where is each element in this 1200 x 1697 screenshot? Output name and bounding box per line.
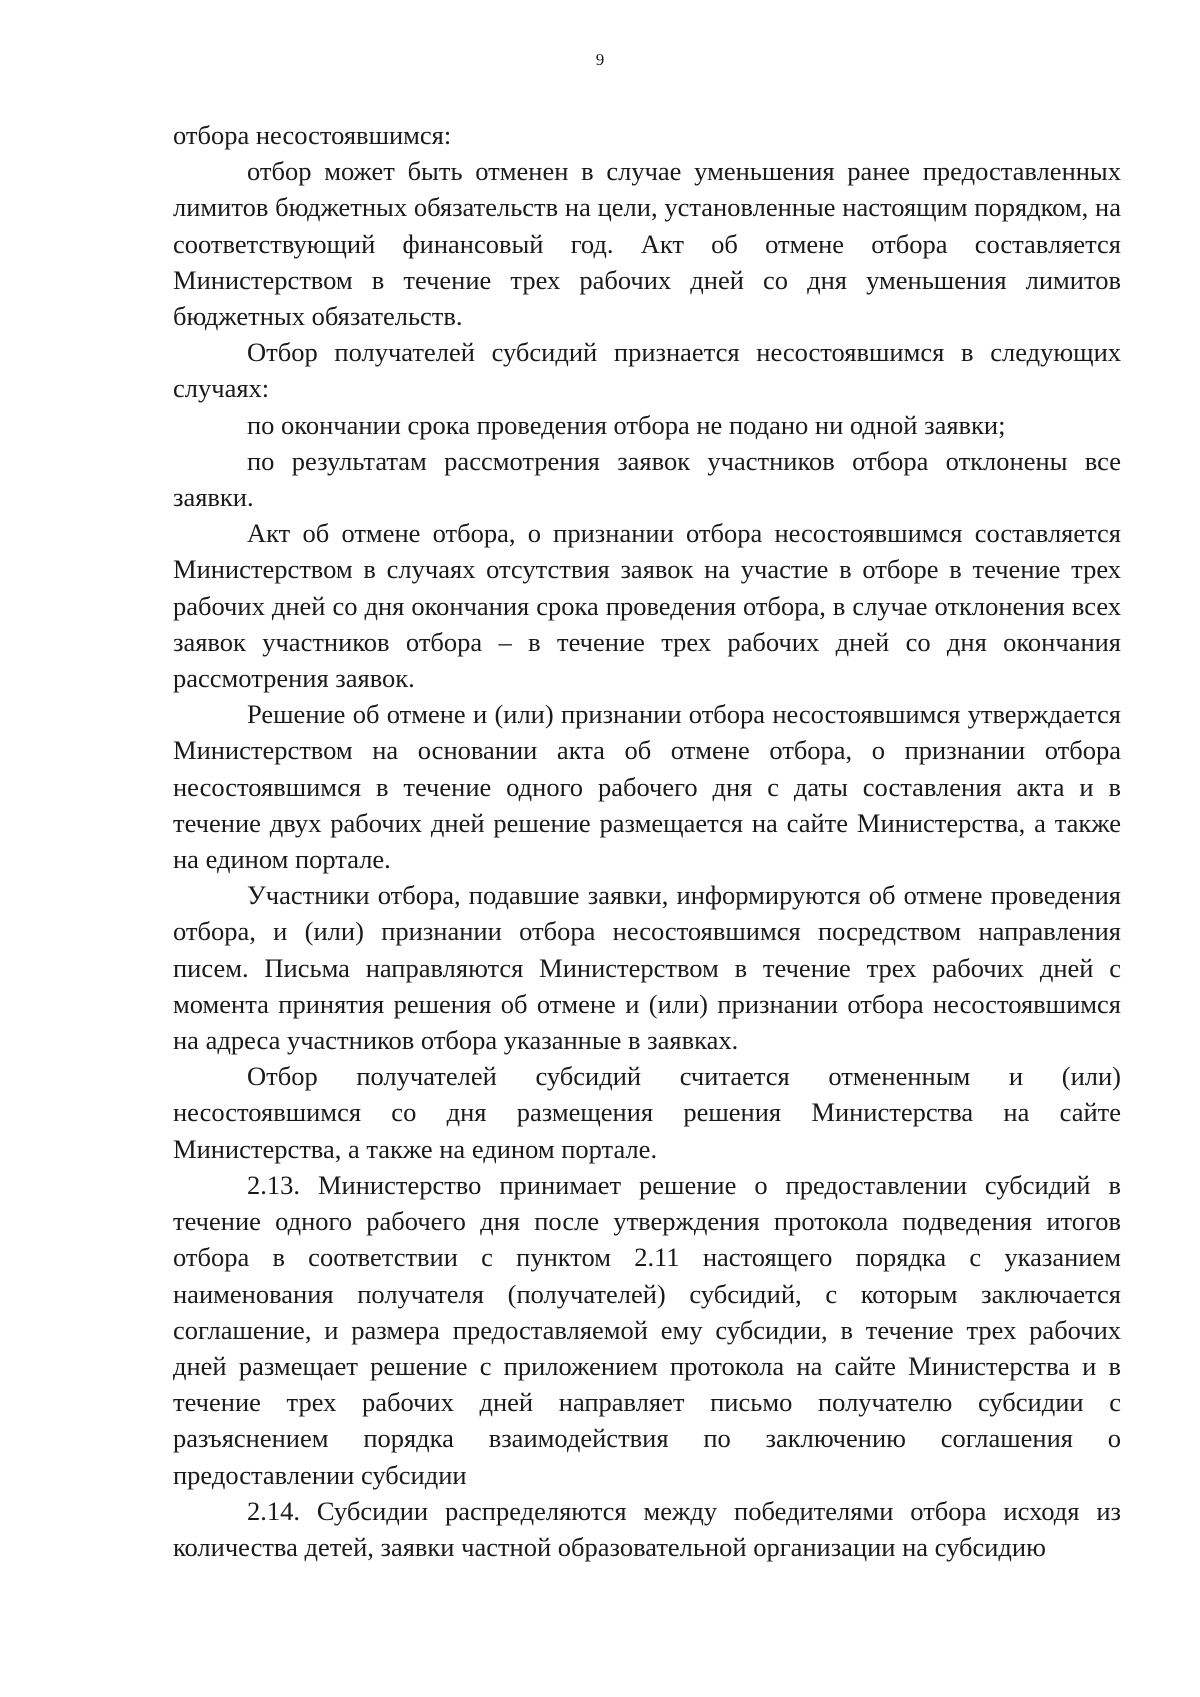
document-body [173,117,1121,1565]
paragraph-participants-notification: Участники отбора, подавшие заявки, информируются об отмене проведения отбора, и (или) признании отбора несостоявшимся посредством направления писем. Письма направляются Министерством в течение трех рабочих дней с момента принятия решения об отмене и (или) признании отбора несостоявшимся на адреса участников отбора указанные в заявках. [173,880,1121,1056]
paragraph-case-no-applications: по окончании срока проведения отбора не подано ни одной заявки; [247,409,1006,440]
paragraph-cancellation-act: Акт об отмене отбора, о признании отбора несостоявшимся составляется Министерством в случаях отсутствия заявок на участие в отборе в течение трех рабочих дней со дня окончания срока проведения отбора, в случае отклонения всех заявок участников отбора – в течение трех рабочих дней со дня окончания рассмотрения заявок. [173,518,1121,694]
paragraph-cancellation-reduction: отбор может быть отменен в случае уменьшения ранее предоставленных лимитов бюджетных обязательств на цели, установленные настоящим порядком, на соответствующий финансовый год. Акт об отмене отбора составляется Министерством в течение трех рабочих дней со дня уменьшения лимитов бюджетных обязательств. [173,156,1121,332]
paragraph-case-all-rejected: по результатам рассмотрения заявок участников отбора отклонены все заявки. [173,445,1121,513]
paragraph-cancellation-decision: Решение об отмене и (или) признании отбора несостоявшимся утверждается Министерством на основании акта об отмене отбора, о признании отбора несостоявшимся в течение одного рабочего дня с даты составления акта и в течение двух рабочих дней решение размещается на сайте Министерства, а также на едином портале. [173,699,1121,875]
paragraph-selection-cancelled-date: Отбор получателей субсидий считается отмененным и (или) несостоявшимся со дня размещения решения Министерства на сайте Министерства, а также на едином портале. [173,1061,1121,1164]
paragraph-section-2-14: 2.14. Субсидии распределяются между победителями отбора исходя из количества детей, заявки частной образовательной организации на субсидию [173,1495,1121,1562]
page-number: 9 [595,50,605,69]
paragraph-section-2-13: 2.13. Министерство принимает решение о предоставлении субсидий в течение одного рабочего дня после утверждения протокола подведения итогов отбора в соответствии с пунктом 2.11 настоящего порядка с указанием наименования получателя (получателей) субсидий, с которым заключается соглашение, и размера предоставляемой ему субсидии, в течение трех рабочих дней размещает решение с приложением протокола на сайте Министерства и в течение трех рабочих дней направляет письмо получателю субсидии с разъяснением порядка взаимодействия по заключению соглашения о предоставлении субсидии [173,1169,1121,1490]
paragraph-continuation: отбора несостоявшимся: [173,120,452,150]
paragraph-failed-selection-cases: Отбор получателей субсидий признается несостоявшимся в следующих случаях: [173,337,1121,404]
